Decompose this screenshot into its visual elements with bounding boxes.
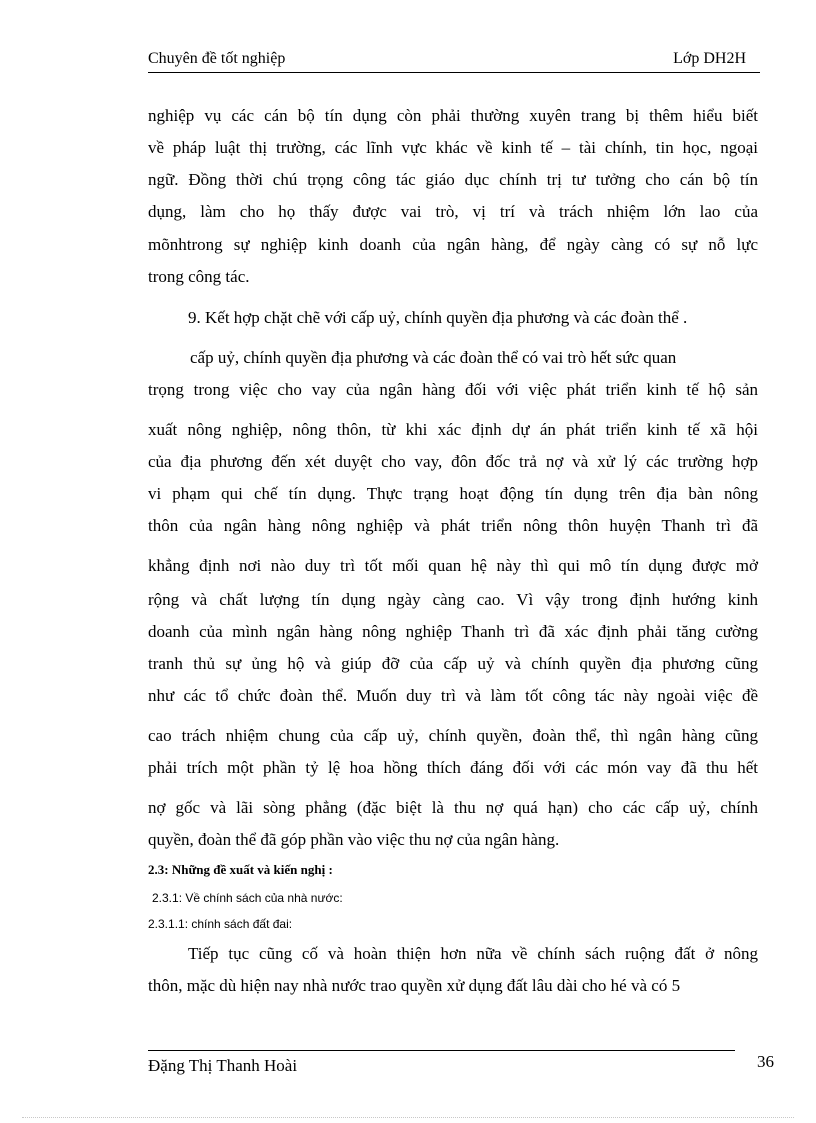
section-heading: 2.3: Những đề xuất và kiến nghị : [148,862,333,877]
page-number: 36 [757,1052,774,1071]
body-line: cao trách nhiệm chung của cấp uỷ, chính quyền, đoàn thể, thì ngân hàng cũng [148,726,758,745]
body-line: trong công tác. [148,267,250,286]
body-line: xuất nông nghiệp, nông thôn, từ khi xác định dự án phát triển kinh tế xã hội [148,420,758,439]
body-line: thôn, mặc dù hiện nay nhà nước trao quyền xử dụng đất lâu dài cho hé và có 5 [148,976,681,995]
numbered-heading: 9. Kết hợp chặt chẽ với cấp uỷ, chính quyền địa phương và các đoàn thể . [188,308,688,327]
header-title: Chuyên đề tốt nghiệp [148,50,286,67]
body-line: vi phạm qui chế tín dụng. Thực trạng hoạt động tín dụng trên địa bàn nông [148,484,758,503]
body-line: quyền, đoàn thể đã góp phần vào việc thu nợ của ngân hàng. [148,830,560,849]
subsection-heading: 2.3.1.1: chính sách đất đai: [148,917,293,931]
page-header [148,48,760,73]
body-line: tranh thủ sự ủng hộ và giúp đỡ của cấp uỷ và chính quyền địa phương cũng [148,654,758,673]
body-line: trọng trong việc cho vay của ngân hàng đối với việc phát triển kinh tế hộ sản [148,380,758,399]
footer-author: Đặng Thị Thanh Hoài [148,1056,298,1075]
body-line: ngữ. Đồng thời chú trọng công tác giáo dục chính trị tư tưởng cho cán bộ tín [148,170,758,189]
body-line: phải trích một phần tỷ lệ hoa hồng thích đáng đối với các món vay đã thu hết [148,758,758,777]
body-line: nghiệp vụ các cán bộ tín dụng còn phải thường xuyên trang bị thêm hiểu biết [148,106,758,125]
body-line: mõnhtrong sự nghiệp kinh doanh của ngân hàng, để ngày càng có sự nỗ lực [148,235,758,254]
subsection-heading: 2.3.1: Về chính sách của nhà nước: [152,891,343,905]
paragraph-first-line: cấp uỷ, chính quyền địa phương và các đoàn thể có vai trò hết sức quan [190,348,677,367]
body-line: rộng và chất lượng tín dụng ngày càng cao. Vì vậy trong định hướng kinh [148,590,758,609]
body-line: thôn của ngân hàng nông nghiệp và phát triển nông thôn huyện Thanh trì đã [148,516,758,535]
body-line: của địa phương đến xét duyệt cho vay, đôn đốc trả nợ và xử lý các trường hợp [148,452,758,471]
body-line: doanh của mình ngân hàng nông nghiệp Thanh trì đã xác định phải tăng cường [148,622,758,641]
body-line: khẳng định nơi nào duy trì tốt mối quan hệ này thì qui mô tín dụng được mở [148,556,758,575]
header-class: Lớp DH2H [673,50,746,67]
body-line: Tiếp tục cũng cố và hoàn thiện hơn nữa về chính sách ruộng đất ở nông [188,944,758,963]
page-edge-divider [22,1117,794,1118]
body-line: về pháp luật thị trường, các lĩnh vực khác về kinh tế – tài chính, tin học, ngoại [148,138,758,157]
body-line: dụng, làm cho họ thấy được vai trò, vị trí và trách nhiệm lớn lao của [148,202,758,221]
body-line: như các tổ chức đoàn thể. Muốn duy trì và làm tốt công tác này ngoài việc đề [148,686,758,705]
body-line: nợ gốc và lãi sòng phẳng (đặc biệt là thu nợ quá hạn) cho các cấp uỷ, chính [148,798,758,817]
footer-rule [148,1050,735,1051]
